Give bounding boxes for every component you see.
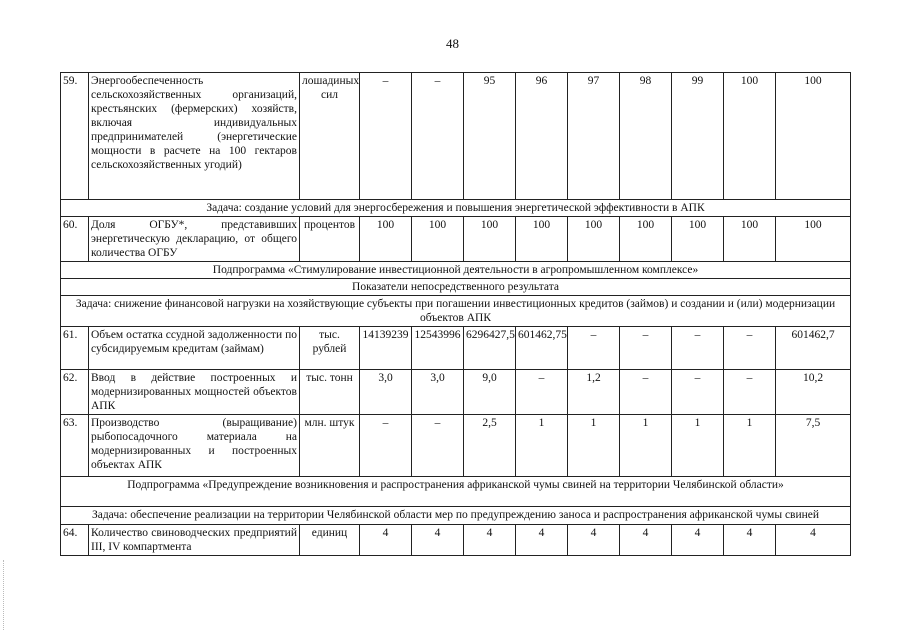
value-cell: 97 <box>568 73 620 200</box>
total-value-cell: 4 <box>776 525 851 556</box>
row-number: 63. <box>61 415 89 477</box>
table-row <box>61 370 851 415</box>
value-cell: – <box>724 370 776 415</box>
value-cell: 99 <box>672 73 724 200</box>
table-row <box>61 73 851 200</box>
value-cell: 3,0 <box>360 370 412 415</box>
total-value-cell: 100 <box>776 217 851 262</box>
value-cell: 4 <box>568 525 620 556</box>
section-title: Задача: создание условий для энергосбережения и повышения энергетической эффективности в АПК <box>61 200 851 217</box>
section-row <box>61 507 851 525</box>
unit-cell: единиц <box>300 525 360 556</box>
total-value-cell: 601462,7 <box>776 327 851 370</box>
value-cell: 1,2 <box>568 370 620 415</box>
value-cell: – <box>412 415 464 477</box>
value-cell: 100 <box>724 217 776 262</box>
table-row <box>61 327 851 370</box>
indicators-table <box>60 72 851 556</box>
section-row <box>61 200 851 217</box>
total-value-cell: 7,5 <box>776 415 851 477</box>
row-number: 62. <box>61 370 89 415</box>
unit-cell: процентов <box>300 217 360 262</box>
row-number: 64. <box>61 525 89 556</box>
value-cell: – <box>412 73 464 200</box>
section-title: Подпрограмма «Предупреждение возникновения и распространения африканской чумы свиней на территории Челябинской области» <box>61 477 851 507</box>
value-cell: – <box>724 327 776 370</box>
indicator-name: Энергообеспеченность сельскохозяйственных организаций, крестьянских (фермерских) хозяйств, включая индивидуальных предпринимателей (энергетические мощности в расчете на 100 гектаров сельскохозяйственных угодий) <box>89 73 300 200</box>
total-value-cell: 10,2 <box>776 370 851 415</box>
value-cell: 4 <box>412 525 464 556</box>
value-cell: 3,0 <box>412 370 464 415</box>
margin-mark <box>3 560 6 630</box>
value-cell: 100 <box>360 217 412 262</box>
value-cell: 100 <box>568 217 620 262</box>
value-cell: 95 <box>464 73 516 200</box>
unit-cell: млн. штук <box>300 415 360 477</box>
indicator-name: Доля ОГБУ*, представивших энергетическую декларацию, от общего количества ОГБУ <box>89 217 300 262</box>
value-cell: 1 <box>516 415 568 477</box>
value-cell: 4 <box>516 525 568 556</box>
value-cell: – <box>620 327 672 370</box>
section-row <box>61 262 851 279</box>
value-cell: 98 <box>620 73 672 200</box>
unit-cell: тыс. рублей <box>300 327 360 370</box>
value-cell: 100 <box>672 217 724 262</box>
value-cell: 96 <box>516 73 568 200</box>
row-number: 61. <box>61 327 89 370</box>
value-cell: 6296427,5 <box>464 327 516 370</box>
value-cell: 100 <box>724 73 776 200</box>
value-cell: – <box>568 327 620 370</box>
value-cell: – <box>360 415 412 477</box>
value-cell: – <box>360 73 412 200</box>
total-value-cell: 100 <box>776 73 851 200</box>
value-cell: 4 <box>724 525 776 556</box>
value-cell: 9,0 <box>464 370 516 415</box>
section-title: Подпрограмма «Стимулирование инвестиционной деятельности в агропромышленном комплексе» <box>61 262 851 279</box>
value-cell: – <box>672 327 724 370</box>
indicator-name: Производство (выращивание) рыбопосадочного материала на модернизированных и построенных объектах АПК <box>89 415 300 477</box>
table-row <box>61 525 851 556</box>
section-title: Задача: снижение финансовой нагрузки на хозяйствующие субъекты при погашении инвестиционных кредитов (займов) и создании и (или) модернизации объектов АПК <box>61 296 851 327</box>
value-cell: – <box>516 370 568 415</box>
value-cell: 12543996 <box>412 327 464 370</box>
value-cell: 100 <box>620 217 672 262</box>
value-cell: 4 <box>360 525 412 556</box>
indicator-name: Ввод в действие построенных и модернизированных мощностей объектов АПК <box>89 370 300 415</box>
indicator-name: Количество свиноводческих предприятий III, IV компартмента <box>89 525 300 556</box>
value-cell: 4 <box>464 525 516 556</box>
table-row <box>61 217 851 262</box>
value-cell: 100 <box>516 217 568 262</box>
table-body <box>61 73 851 556</box>
page-number: 48 <box>446 36 459 51</box>
value-cell: 601462,75 <box>516 327 568 370</box>
value-cell: 1 <box>568 415 620 477</box>
unit-cell: тыс. тонн <box>300 370 360 415</box>
value-cell: – <box>672 370 724 415</box>
value-cell: 1 <box>672 415 724 477</box>
section-row <box>61 296 851 327</box>
row-number: 59. <box>61 73 89 200</box>
value-cell: 1 <box>724 415 776 477</box>
value-cell: 100 <box>412 217 464 262</box>
value-cell: 100 <box>464 217 516 262</box>
value-cell: 4 <box>672 525 724 556</box>
value-cell: 14139239 <box>360 327 412 370</box>
value-cell: 1 <box>620 415 672 477</box>
section-title: Показатели непосредственного результата <box>61 279 851 296</box>
indicator-name: Объем остатка ссудной задолженности по субсидируемым кредитам (займам) <box>89 327 300 370</box>
value-cell: – <box>620 370 672 415</box>
section-title: Задача: обеспечение реализации на территории Челябинской области мер по предупреждению заноса и распространения африканской чумы свиней <box>61 507 851 525</box>
row-number: 60. <box>61 217 89 262</box>
table-row <box>61 415 851 477</box>
section-row <box>61 477 851 507</box>
value-cell: 2,5 <box>464 415 516 477</box>
section-row <box>61 279 851 296</box>
unit-cell: лошадиных сил <box>300 73 360 200</box>
value-cell: 4 <box>620 525 672 556</box>
